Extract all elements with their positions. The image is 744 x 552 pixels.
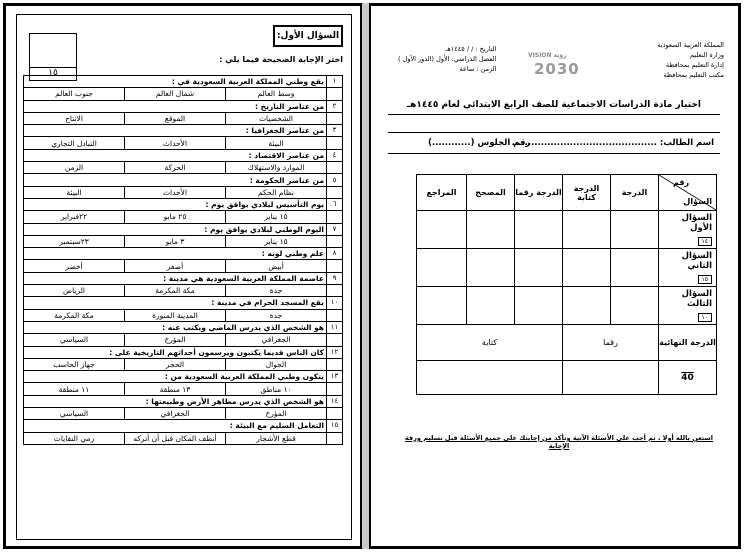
row-label — [659, 287, 717, 325]
total-score: 40 — [681, 372, 694, 383]
question-row — [24, 346, 343, 358]
answer-option[interactable]: الجغرافي — [125, 408, 226, 420]
ministry-header — [657, 40, 724, 80]
answer-option[interactable]: المؤرخ — [125, 334, 226, 346]
answer-option[interactable]: أصفر — [125, 260, 226, 272]
questions-table — [23, 75, 343, 445]
question-text: اليوم الوطني لبلادي يوافق يوم : — [24, 223, 327, 235]
answer-option[interactable]: قطع الأشجار — [226, 432, 327, 444]
answer-option[interactable]: البيئة — [24, 186, 125, 198]
question-text: التعامل السليم مع البيئة : — [24, 420, 327, 432]
answer-option[interactable]: ١١ منطقة — [24, 383, 125, 395]
options-row — [24, 186, 343, 198]
options-spacer — [327, 408, 343, 420]
question-number: ٦ — [327, 198, 343, 210]
header-grade-text: الدرجة كتابة — [563, 175, 611, 211]
student-name-field[interactable]: اسم الطالب: ............................................. — [511, 138, 714, 148]
answer-option[interactable]: أخضر — [24, 260, 125, 272]
answer-option[interactable]: الموقع — [125, 112, 226, 124]
score-value: ١٥ — [30, 67, 76, 78]
answer-option[interactable]: الجغرافي — [226, 334, 327, 346]
reviewer-cell[interactable] — [417, 211, 467, 249]
reviewer-cell[interactable] — [417, 249, 467, 287]
max-score: ١٥ — [698, 275, 712, 284]
answer-option[interactable]: ٣ مايو — [125, 235, 226, 247]
corrector-cell[interactable] — [467, 249, 515, 287]
question-number: ١٥ — [327, 420, 343, 432]
question-number: ١٤ — [327, 395, 343, 407]
question-row — [24, 174, 343, 186]
answer-option[interactable]: مكة المكرمة — [125, 285, 226, 297]
options-spacer — [327, 88, 343, 100]
question-text: يقع وطني المملكة العربية السعودية في : — [24, 76, 327, 88]
answer-option[interactable]: الأحداث — [125, 137, 226, 149]
question-number: ٤ — [327, 149, 343, 161]
question-text: يقع المسجد الحرام في مدينة : — [24, 297, 327, 309]
score-box — [29, 33, 77, 81]
org-line: مكتب التعليم بمحافظة — [663, 71, 724, 79]
exam-title: اختبار مادة الدراسات الاجتماعية للصف الرابع الابتدائي لعام ١٤٤٥هـ — [388, 100, 720, 115]
instruction-text: اختر الإجابة الصحيحة فيما يلي : — [219, 55, 343, 64]
options-spacer — [327, 285, 343, 297]
answer-option[interactable]: الجوال — [226, 358, 327, 370]
max-score: ١٤ — [698, 237, 712, 246]
corrector-cell[interactable] — [467, 287, 515, 325]
question-row — [24, 371, 343, 383]
grade-num-cell[interactable] — [515, 249, 563, 287]
row-label — [659, 249, 717, 287]
question-row — [24, 272, 343, 284]
grade-cell[interactable] — [611, 249, 659, 287]
answer-option[interactable]: جنوب العالم — [24, 88, 125, 100]
right-page — [378, 14, 730, 540]
final-num-label: رقما — [563, 325, 659, 361]
answer-option[interactable]: التبادل التجاري — [24, 137, 125, 149]
seat-number-field[interactable]: رقم الجلوس (............) — [428, 138, 531, 148]
options-spacer — [327, 186, 343, 198]
section-title: السؤال الأول: — [273, 25, 343, 47]
question-text: من عناصر الحكومة : — [24, 174, 327, 186]
question-text: من عناصر الجغرافيا : — [24, 125, 327, 137]
options-spacer — [327, 137, 343, 149]
question-number: ٩ — [327, 272, 343, 284]
question-number: ١٠ — [327, 297, 343, 309]
answer-option[interactable]: الشخصيات — [226, 112, 327, 124]
header-grade-num: الدرجة رقما — [515, 175, 563, 211]
answer-option[interactable]: ٢٢فبراير — [24, 211, 125, 223]
answer-option[interactable]: الحجر — [125, 358, 226, 370]
question-row — [24, 149, 343, 161]
options-row — [24, 432, 343, 444]
total-cell — [659, 361, 717, 395]
answer-option[interactable]: الرياض — [24, 285, 125, 297]
answer-option[interactable]: ١٥ يناير — [226, 211, 327, 223]
options-row — [24, 260, 343, 272]
options-spacer — [327, 162, 343, 174]
grade-text-cell[interactable] — [563, 211, 611, 249]
answer-option[interactable]: ٢٣سبتمبر — [24, 235, 125, 247]
answer-option[interactable]: السياسي — [24, 408, 125, 420]
answer-option[interactable]: ٢٥ مايو — [125, 211, 226, 223]
question-row — [24, 321, 343, 333]
left-page — [16, 14, 352, 540]
question-label: السؤال الثالث — [681, 289, 712, 309]
final-grade-label: الدرجة النهائية — [659, 325, 717, 361]
answer-option[interactable]: مكة المكرمة — [24, 309, 125, 321]
question-row — [24, 248, 343, 260]
question-number: ٨ — [327, 248, 343, 260]
meta-line: الفصل الدراسي: الأول (الدور الأول ) — [398, 55, 497, 63]
question-row — [24, 198, 343, 210]
footer-note: استعن بالله أولا ، ثم أجب على الأسئلة الآتية وتأكد من إجابتك على جميع الأسئلة قبل تسليم ورقة الإجابة — [404, 434, 714, 450]
answer-option[interactable]: السياسي — [24, 334, 125, 346]
grid-corner — [659, 175, 717, 211]
grades-table — [416, 174, 717, 395]
options-spacer — [327, 235, 343, 247]
question-number: ١٢ — [327, 346, 343, 358]
options-row — [24, 235, 343, 247]
grade-cell[interactable] — [611, 287, 659, 325]
question-text: هو الشخص الذي يدرس الماضي ويكتب عنه : — [24, 321, 327, 333]
grade-text-cell[interactable] — [563, 287, 611, 325]
vision-2030-logo — [528, 40, 588, 80]
question-text: هو الشخص الذي يدرس مظاهر الأرض وطبيعتها : — [24, 395, 327, 407]
logo-vision-text: VISION رؤية — [528, 52, 567, 59]
question-row — [24, 297, 343, 309]
answer-option[interactable]: ١٥ يناير — [226, 235, 327, 247]
meta-line: التاريخ : / / ١٤٤٥هـ — [445, 45, 497, 53]
question-row — [24, 395, 343, 407]
org-line: وزارة التعليم — [689, 51, 724, 59]
question-number: ١٣ — [327, 371, 343, 383]
row-label — [659, 211, 717, 249]
question-text: علم وطني لونه : — [24, 248, 327, 260]
question-row — [24, 100, 343, 112]
options-row — [24, 408, 343, 420]
question-number: ٣ — [327, 125, 343, 137]
question-row — [24, 76, 343, 88]
options-spacer — [327, 112, 343, 124]
question-text: من عناصر الاقتصاد : — [24, 149, 327, 161]
options-row — [24, 309, 343, 321]
options-row — [24, 162, 343, 174]
answer-option[interactable]: جدة — [226, 309, 327, 321]
question-label: السؤال الثاني — [681, 251, 712, 271]
options-row — [24, 137, 343, 149]
answer-option[interactable]: الانتاج — [24, 112, 125, 124]
options-spacer — [327, 358, 343, 370]
answer-option[interactable]: البيئة — [226, 137, 327, 149]
exam-meta — [398, 44, 496, 74]
logo-year: 2030 — [534, 60, 580, 78]
answer-option[interactable]: الزمن — [24, 162, 125, 174]
options-row — [24, 383, 343, 395]
options-row — [24, 334, 343, 346]
question-text: من عناصر التاريخ : — [24, 100, 327, 112]
options-spacer — [327, 211, 343, 223]
corner-question-label: السؤال — [683, 197, 712, 206]
question-number: ٧ — [327, 223, 343, 235]
options-spacer — [327, 432, 343, 444]
question-label: السؤال الأول — [681, 213, 712, 233]
page-spine — [360, 3, 371, 549]
answer-option[interactable]: أبيض — [226, 260, 327, 272]
max-score: ١٠ — [698, 313, 712, 322]
question-row — [24, 223, 343, 235]
grade-num-cell[interactable] — [515, 287, 563, 325]
question-number: ١ — [327, 76, 343, 88]
question-number: ٢ — [327, 100, 343, 112]
options-row — [24, 112, 343, 124]
answer-option[interactable]: وسط العالم — [226, 88, 327, 100]
final-text-label: كتابة — [417, 325, 563, 361]
options-spacer — [327, 383, 343, 395]
question-row — [24, 125, 343, 137]
answer-option[interactable]: شمال العالم — [125, 88, 226, 100]
answer-option[interactable]: جدة — [226, 285, 327, 297]
options-row — [24, 285, 343, 297]
answer-option[interactable]: الحركة — [125, 162, 226, 174]
question-text: يتكون وطني المملكة العربية السعودية من : — [24, 371, 327, 383]
grade-num-cell[interactable] — [515, 211, 563, 249]
answer-option[interactable]: أنظف المكان قبل أن أتركه — [125, 432, 226, 444]
final-num-cell[interactable] — [563, 361, 659, 395]
answer-option[interactable]: رمي النفايات — [24, 432, 125, 444]
final-text-cell[interactable] — [417, 361, 563, 395]
header-reviewer: المراجع — [417, 175, 467, 211]
options-spacer — [327, 309, 343, 321]
answer-option[interactable]: المؤرخ — [226, 408, 327, 420]
options-row — [24, 88, 343, 100]
question-text: عاصمة المملكة العربية السعودية هي مدينة : — [24, 272, 327, 284]
answer-option[interactable]: نظام الحكم — [226, 186, 327, 198]
options-spacer — [327, 334, 343, 346]
student-info — [388, 132, 720, 154]
header-grade: الدرجة — [611, 175, 659, 211]
answer-option[interactable]: المدينة المنورة — [125, 309, 226, 321]
answer-option[interactable]: جهاز الحاسب — [24, 358, 125, 370]
answer-option[interactable]: الموارد والاستهلاك — [226, 162, 327, 174]
corrector-cell[interactable] — [467, 211, 515, 249]
question-number: ٥ — [327, 174, 343, 186]
reviewer-cell[interactable] — [417, 287, 467, 325]
org-line: إدارة التعليم بمحافظة — [665, 61, 724, 69]
options-row — [24, 211, 343, 223]
answer-option[interactable]: ١٠ مناطق — [226, 383, 327, 395]
answer-option[interactable]: ١٣ منطقة — [125, 383, 226, 395]
meta-line: الزمن : ساعة — [459, 65, 497, 73]
header-corrector: المصحح — [467, 175, 515, 211]
org-line: المملكة العربية السعودية — [657, 41, 724, 49]
grade-text-cell[interactable] — [563, 249, 611, 287]
corner-num-label: رقم — [673, 178, 690, 187]
options-spacer — [327, 260, 343, 272]
question-text: كان الناس قديما يكتبون ويرسمون أحداثهم التاريخية على : — [24, 346, 327, 358]
grade-cell[interactable] — [611, 211, 659, 249]
answer-option[interactable]: الأحداث — [125, 186, 226, 198]
question-text: يوم التأسيس لبلادي يوافق يوم : — [24, 198, 327, 210]
question-number: ١١ — [327, 321, 343, 333]
question-row — [24, 420, 343, 432]
options-row — [24, 358, 343, 370]
